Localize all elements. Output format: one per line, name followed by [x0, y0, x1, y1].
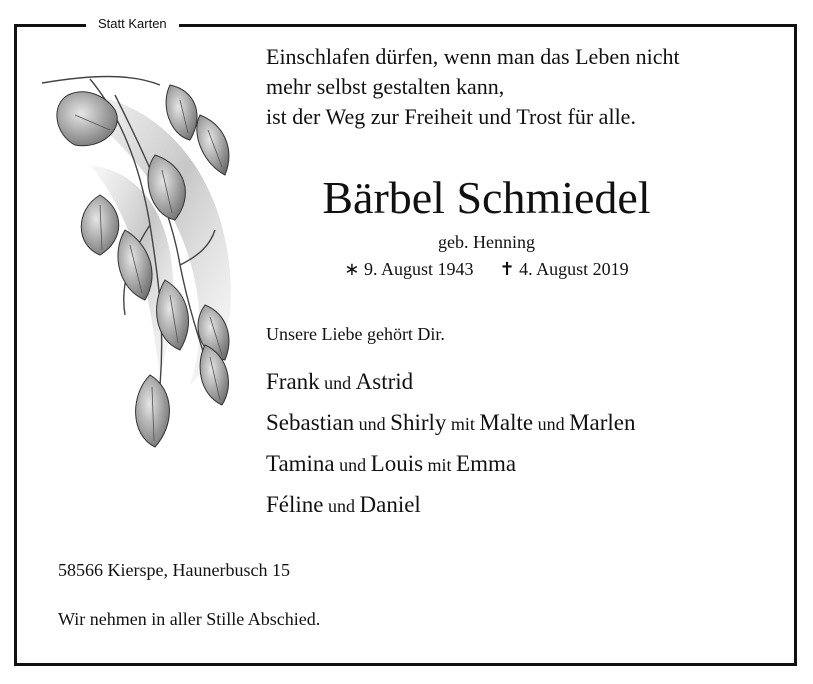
mourner-name: Malte [479, 410, 534, 435]
statt-karten-label: Statt Karten [86, 14, 179, 34]
mourner-line [266, 485, 635, 526]
quote-line: mehr selbst gestalten kann, [266, 74, 505, 99]
mourner-name: Marlen [569, 410, 636, 435]
address: 58566 Kierspe, Haunerbusch 15 [58, 560, 290, 580]
quote-line: Einschlafen dürfen, wenn man das Leben nicht [266, 44, 680, 69]
birth-date: 9. August 1943 [363, 259, 474, 279]
mourner-name: Frank [266, 369, 320, 394]
cross-icon: ✝ [499, 259, 515, 279]
connector-word: und [354, 414, 391, 434]
deceased-name: Bärbel Schmiedel [322, 172, 651, 223]
connector-word: und [319, 373, 356, 393]
mourner-name: Louis [370, 451, 424, 476]
connector-word: und [334, 455, 371, 475]
birth-name: geb. Henning [438, 232, 535, 252]
quote-text [266, 42, 786, 132]
mourners-intro: Unsere Liebe gehört Dir. [266, 324, 445, 344]
birch-branch-icon [30, 55, 260, 455]
life-dates [0, 257, 813, 281]
mourner-name: Sebastian [266, 410, 355, 435]
farewell-text: Wir nehmen in aller Stille Abschied. [58, 609, 321, 629]
mourner-name: Astrid [355, 369, 414, 394]
birth-star-icon: ∗ [344, 259, 360, 279]
mourner-name: Emma [456, 451, 517, 476]
mourner-line [266, 444, 635, 485]
connector-word: mit [446, 414, 480, 434]
connector-word: und [323, 496, 360, 516]
death-date: 4. August 2019 [519, 259, 629, 279]
mourner-name: Shirly [390, 410, 447, 435]
mourner-line [266, 403, 635, 444]
mourner-name: Daniel [359, 492, 421, 517]
mourner-name: Tamina [266, 451, 335, 476]
mourner-line [266, 362, 635, 403]
quote-line: ist der Weg zur Freiheit und Trost für alle. [266, 104, 636, 129]
mourners-list [266, 362, 635, 526]
connector-word: mit [423, 455, 457, 475]
connector-word: und [533, 414, 570, 434]
mourner-name: Féline [266, 492, 324, 517]
